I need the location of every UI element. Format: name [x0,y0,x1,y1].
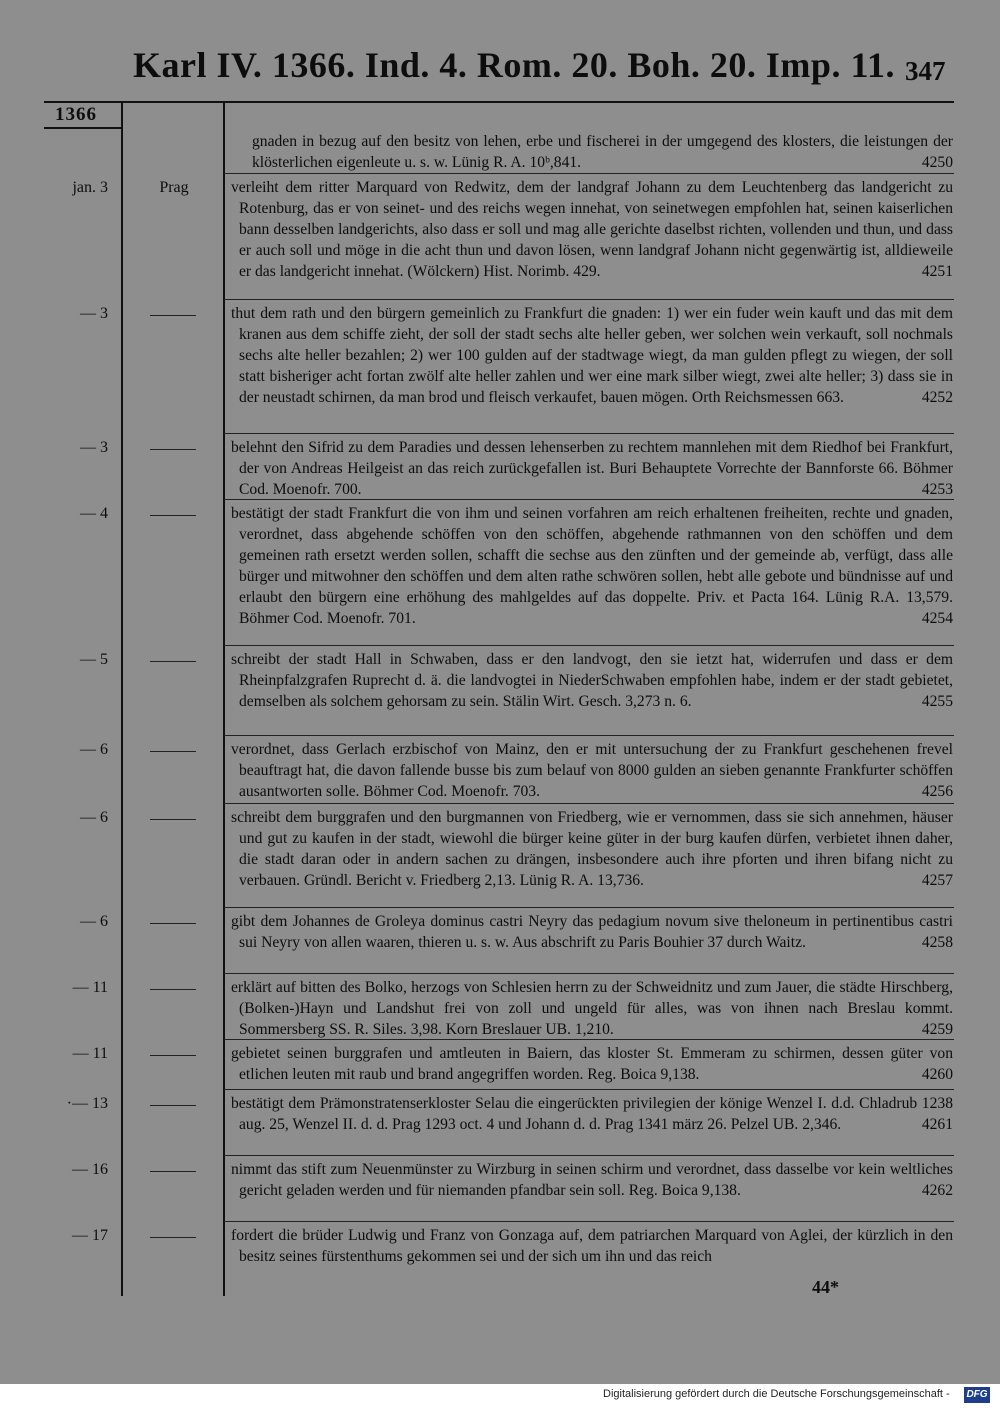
entry-separator [224,499,954,500]
entry-text [252,131,953,173]
entry-date: — 11 [72,979,108,996]
date-column-rule [121,103,123,1296]
entry-number: 4251 [921,263,953,280]
dfg-logo: DFG [964,1387,990,1403]
place-ditto-dash [150,1105,196,1106]
entry-body: gebietet seinen burggrafen und amtleuten in Baiern, das kloster St. Emmeram zu schirmen, dessen güter von etlichen leuten mit raub und brand angegriffen worden. Reg. Boica 9,138. [231,1045,953,1083]
entry-date: — 16 [72,1161,108,1178]
entry-number: 4260 [921,1066,953,1083]
entry-separator [224,645,954,646]
entry-separator [224,1089,954,1090]
entry-separator [224,907,954,908]
entry-text [231,739,953,802]
entry-date: jan. 3 [72,179,108,196]
entry-separator [224,173,954,174]
entry-body: verleiht dem ritter Marquard von Redwitz, dem der landgraf Johann zu dem Leuchtenberg das landgericht zu Rotenburg, das er von seinet- und des reichs wegen innehat, von seinetwegen empfohlen hat, seinen kaiserlichen bann desselben landgerichts, also dass er soll und mag alle gerichte daselbst richten, vollenden und thun, und dass er auch soll und möge in die acht thun und davon lösen, wenn landgraf Johann nicht gegenwärtig ist, alldieweile er das landgericht innehat. (Wölckern) Hist. Norimb. 429. [231,179,953,280]
entry-body: nimmt das stift zum Neuenmünster zu Wirzburg in seinen schirm und verordnet, dass dasselbe vor kein weltliches gericht geladen werden und für niemanden pfandbar sein soll. Reg. Boica 9,138. [231,1161,953,1199]
entry-text [231,807,953,891]
entry-separator [224,1155,954,1156]
entry-number: 4254 [921,610,953,627]
page-number: 347 [905,56,946,86]
entry-text [231,303,953,408]
entry-date: — 17 [72,1227,108,1244]
entry-text [231,1159,953,1201]
entry-text [231,1043,953,1085]
entry-date: — 6 [80,809,108,826]
entry-date: — 11 [72,1045,108,1062]
page-header [0,0,1000,100]
entry-separator [224,299,954,300]
entry-number: 4261 [921,1116,953,1133]
entry-date: — 6 [80,741,108,758]
year-label: 1366 [55,104,97,125]
entry-number: 4252 [921,389,953,406]
place-ditto-dash [150,1055,196,1056]
entry-body: gnaden in bezug auf den besitz von lehen, erbe und fischerei in der umgegend des klosters, die leistungen der klösterlichen eigenleute u. s. w. Lünig R. A. 10ᵇ,841. [252,133,953,171]
place-ditto-dash [150,449,196,450]
entry-text [231,437,953,500]
running-title: Karl IV. 1366. Ind. 4. Rom. 20. Boh. 20. Imp. 11. [133,45,895,85]
place-ditto-dash [150,751,196,752]
entry-body: bestätigt der stadt Frankfurt die von ihm und seinen vorfahren am reich erhaltenen freiheiten, rechte und gnaden, verordnet, dass abgehende schöffen von den schöffen, abgehende rathmannen von den schöffen und dem gemeinen rath ersetzt werden sollen, schafft die sechse aus den zünften und der gemeinde ab, verfügt, dass alle bürger und mitwohner den schöffen und dem alten rathe schwören sollen, hebt alle gebote und bündnisse auf und erlaubt den bürgern eine erhöhung des mahlgeldes auf das doppelte. Priv. et Pacta 164. Lünig R.A. 13,579. Böhmer Cod. Moenofr. 701. [231,505,953,627]
entry-number: 4257 [921,872,953,889]
entry-number: 4259 [921,1021,953,1038]
entry-separator [224,1039,954,1040]
year-underline [44,127,121,129]
entry-number: 4262 [921,1182,953,1199]
sheet-signature: 44* [812,1277,839,1297]
entry-number: 4253 [921,481,953,498]
entry-date: — 3 [80,305,108,322]
footer-bar [0,1384,1000,1408]
entry-separator [224,433,954,434]
entry-separator [224,973,954,974]
entry-text [231,977,953,1040]
place-ditto-dash [150,923,196,924]
entry-number: 4258 [921,934,953,951]
place-ditto-dash [150,1237,196,1238]
place-column-rule [223,103,225,1296]
entry-body: schreibt dem burggrafen und den burgmannen von Friedberg, wie er vernommen, dass sie sich annehmen, häuser und gut zu kaufen in der stadt, wiewohl die bürger keine güter in der burg kaufen dürfen, verbietet ihnen daher, die stadt daran oder in andern sachen zu drängen, insbesondere auch ihre pforten und ihren bifang nicht zu verbauen. Gründl. Bericht v. Friedberg 2,13. Lünig R. A. 13,736. [231,809,953,889]
entry-body: verordnet, dass Gerlach erzbischof von Mainz, den er mit untersuchung der zu Frankfurt geschehenen frevel beauftragt hat, die davon fallende busse bis zum belauf von 8000 gulden an sieben genannte Frankfurter schöffen ausantworten solle. Böhmer Cod. Moenofr. 703. [231,741,953,800]
place-ditto-dash [150,989,196,990]
entry-body: schreibt der stadt Hall in Schwaben, dass er den landvogt, den sie ietzt hat, widerrufen und dass er dem Rheinpfalzgrafen Ruprecht d. ä. die landvogtei in NiederSchwaben empfohlen habe, indem er der stadt gebietet, demselben als solchem gehorsam zu sein. Stälin Wirt. Gesch. 3,273 n. 6. [231,651,953,710]
entry-separator [224,1221,954,1222]
entry-text [231,503,953,629]
entry-text [231,911,953,953]
entry-date: — 5 [80,651,108,668]
entry-body: bestätigt dem Prämonstratenserkloster Selau die eingerückten privilegien der könige Wenzel I. d.d. Chladrub 1238 aug. 25, Wenzel II. d. d. Prag 1293 oct. 4 und Johann d. d. Prag 1341 märz 26. Pelzel UB. 2,346. [231,1095,953,1133]
entry-text [231,1093,953,1135]
entry-date: — 4 [80,505,108,522]
entry-date: ·— 13 [66,1095,108,1112]
header-rule [44,101,954,103]
footer-credit: Digitalisierung gefördert durch die Deutsche Forschungsgemeinschaft - [603,1388,950,1400]
place-ditto-dash [150,515,196,516]
entry-body: belehnt den Sifrid zu dem Paradies und dessen lehenserben zu rechtem mannlehen mit dem Riedhof bei Frankfurt, der von Andreas Heilgeist an das reich zurückgefallen ist. Buri Behauptete Vorrechte der Bannforste 66. Böhmer Cod. Moenofr. 700. [231,439,953,498]
entry-number: 4255 [921,693,953,710]
entry-separator [224,803,954,804]
entry-body: erklärt auf bitten des Bolko, herzogs von Schlesien herrn zu der Schweidnitz und zum Jauer, die städte Hirschberg, (Bolken-)Hayn und Landshut frei von zoll und ungeld für alles, was von ihnen nach Breslau kommt. Sommersberg SS. R. Siles. 3,98. Korn Breslauer UB. 1,210. [231,979,953,1038]
place-ditto-dash [150,819,196,820]
entry-body: gibt dem Johannes de Groleya dominus castri Neyry das pedagium novum sive theloneum in pertinentibus castri sui Neyry von allen waaren, thieren u. s. w. Aus abschrift zu Paris Bouhier 37 durch Waitz. [231,913,953,951]
place-ditto-dash [150,661,196,662]
entry-body: thut dem rath und den bürgern gemeinlich zu Frankfurt die gnaden: 1) wer ein fuder wein kauft und das mit dem kranen aus dem schiffe zieht, der soll der stadt sechs alte heller geben, wer solchen wein verkauft, soll nochmals sechs alte heller bezahlen; 2) wer 100 gulden auf der stadtwage wiegt, da man gulden pflegt zu wiegen, der soll statt bisheriger acht fortan zwölf alte heller zahlen und wer eine mark silber wiegt, zwei alte heller; 3) dass sie in der neustadt schirnen, da man brod und fleisch verkaufet, bauen mögen. Orth Reichsmessen 663. [231,305,953,406]
entry-date: — 3 [80,439,108,456]
place-ditto-dash [150,315,196,316]
entry-date: — 6 [80,913,108,930]
entry-number: 4256 [921,783,953,800]
entry-place: Prag [159,179,189,196]
entry-text [231,649,953,712]
entry-separator [224,735,954,736]
entry-text [231,177,953,282]
entry-text [231,1225,953,1267]
entry-body: fordert die brüder Ludwig und Franz von Gonzaga auf, dem patriarchen Marquard von Aglei, der kürzlich in den besitz seines fürstenthums gekommen sei und der sich um ihn und das reich [231,1227,953,1265]
entry-number: 4250 [921,154,953,171]
place-ditto-dash [150,1171,196,1172]
